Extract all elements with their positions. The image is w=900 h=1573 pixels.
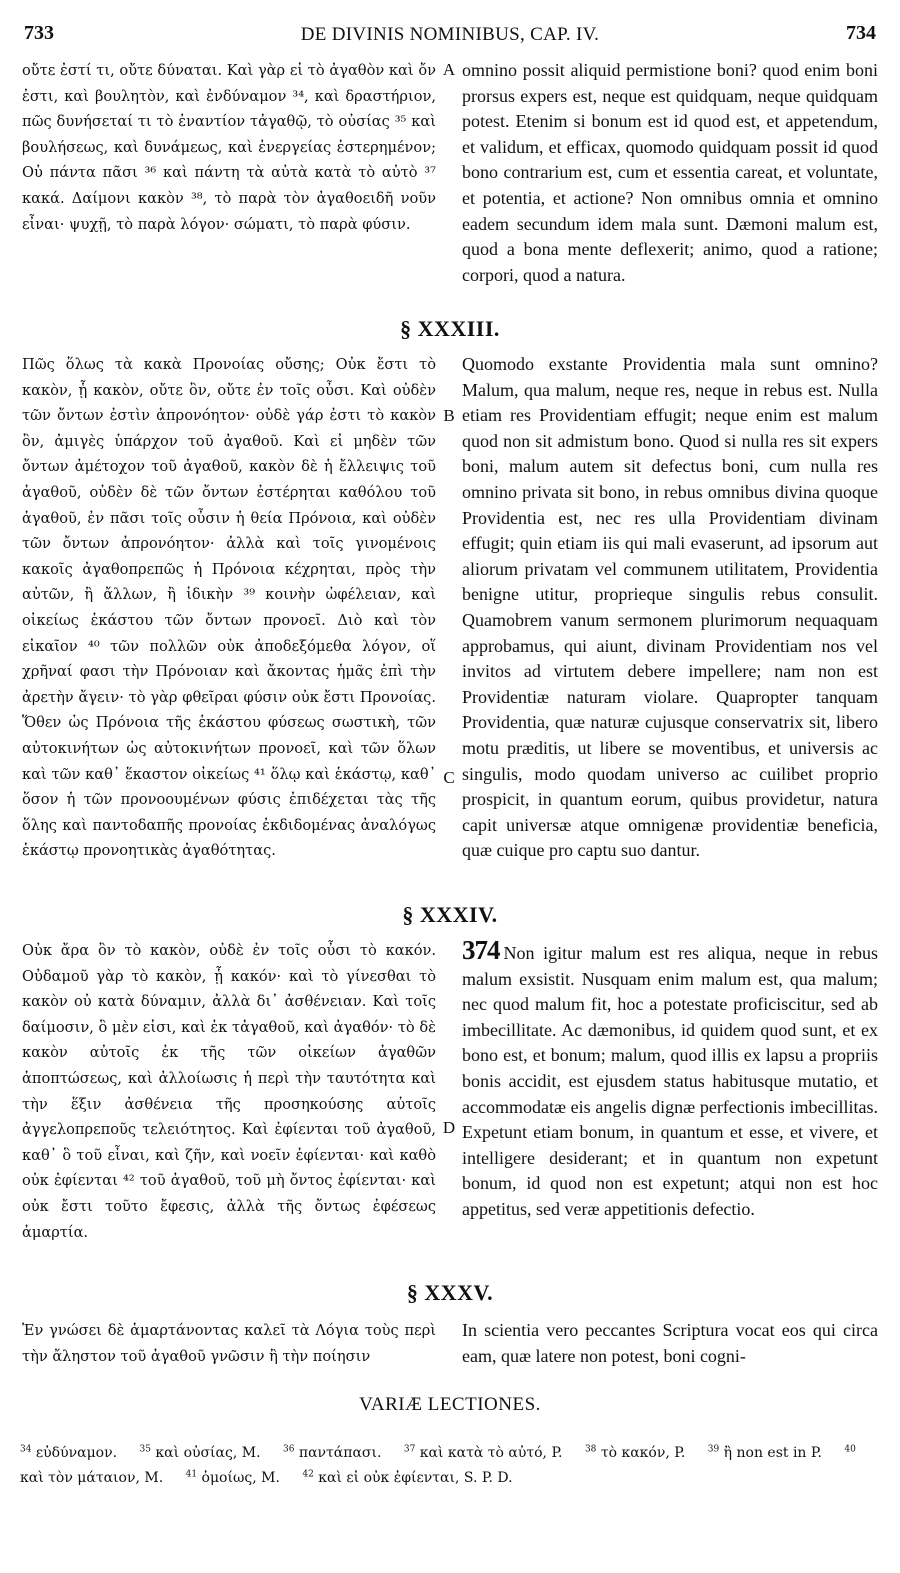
section-heading-xxxiii: § XXXIII. [400,316,500,341]
variant-note: $^{34}$ εὐδύναμον. [20,1444,118,1461]
page-header [20,22,880,52]
latin-text-section-xxxiv [462,935,878,1223]
variant-note: $^{39}$ ἢ non est in P. [707,1444,822,1461]
page-number-right: 734 [846,22,876,44]
variant-readings [20,1438,882,1489]
greek-text-section-xxxiii: Πῶς ὅλως τὰ κακὰ Προνοίας οὔσης; Οὐκ ἔστι τὸ κακὸν, ᾗ κακὸν, οὔτε ὂν, οὔτε ἐν τοῖς οὖσι. Καὶ οὐδὲν τῶν ὄντων ἐστὶν ἀπρονόητον· οὐδὲ γάρ ἐστι τὸ κακὸν ὂν, ἀμιγὲς ὑπάρχον τοῦ ἀγαθοῦ. Καὶ εἰ μηδὲν τῶν ὄντων ἀμέτοχον τοῦ ἀγαθοῦ, κακὸν δὲ ἡ ἔλλειψις τοῦ ἀγαθοῦ, οὐδὲν δὲ τῶν ὄντων ἐστέρηται καθόλου τοῦ ἀγαθοῦ, ἐν πᾶσι τοῖς οὖσιν ἡ θεία Πρόνοια, καὶ οὐδὲν τῶν ὄντων ἀπρονόητον· ἀλλὰ καὶ τοῖς γινομένοις κακοῖς ἀγαθοπρεπῶς ἡ Πρόνοια κέχρηται, πρὸς τὴν αὐτῶν, ἢ ἄλλων, ἢ ἰδικὴν ³⁹ κοινὴν ὠφέλειαν, καὶ οἰκείως ἑκάστου τῶν ὄντων προνοεῖ. Διὸ καὶ τὸν εἰκαῖον ⁴⁰ τῶν πολλῶν οὐκ ἀποδεξόμεθα λόγον, οἵ χρῆναί φασι τὴν Πρόνοιαν καὶ ἄκοντας ἡμᾶς ἐπὶ τὴν ἀρετὴν ἄγειν· τὸ γὰρ φθεῖραι φύσιν οὐκ ἔστι Προνοίας. Ὅθεν ὡς Πρόνοια τῆς ἑκάστου φύσεως σωστικὴ, τῶν αὐτοκινήτων ὡς αὐτοκινήτων προνοεῖ, καὶ τῶν ὅλων καὶ τῶν καθ᾽ ἕκαστον οἰκείως ⁴¹ ὅλῳ καὶ ἑκάστῳ, καθ᾽ ὅσον ἡ τῶν προνοουμένων φύσις ἐπιδέχεται τὰς τῆς ὅλης καὶ παντοδαπῆς προνοίας ἐκδιδομένας ἀναλόγως ἑκάστῳ προνοητικὰς ἀγαθότητας. [22,356,436,860]
section-heading-xxxv: § XXXV. [406,1280,494,1305]
latin-text-block-1: omnino possit aliquid permistione boni? quod enim boni prorsus expers est, neque est quidquam, neque quidquam potest. Etenim si bonum est id quod est, et appetendum, et validum, et efficax, quomodo quidquam possit id quod bono contrarium est, cum et essentia careat, et voluntate, et potentia, et actione? Non omnibus omnia et omnino eadem secundum idem mala sunt. Dæmoni malum est, quod a bona mente deflexerit; animo, quod a ratione; corpori, quod a natura. [462,60,878,285]
variant-note: $^{37}$ καὶ κατὰ τὸ αὐτό, P. [403,1444,563,1461]
greek-text-block-1: οὔτε ἐστί τι, οὔτε δύναται. Καὶ γὰρ εἰ τὸ ἀγαθὸν καὶ ὄν ἐστι, καὶ βουλητὸν, καὶ ἐνδύναμον ³⁴, καὶ δραστήριον, πῶς δυνήσεταί τι τὸ ἐναντίον τἀγαθῷ, τὸ οὐσίας ³⁵ καὶ βουλήσεως, καὶ δυνάμεως, καὶ ἐνεργείας ἐστερημένον; Οὐ πάντα πᾶσι ³⁶ καὶ πάντη τὰ αὐτὰ κατὰ τὸ αὐτὸ ³⁷ κακά. Δαίμονι κακὸν ³⁸, τὸ παρὰ τὸν ἀγαθοειδῆ νοῦν εἶναι· ψυχῇ, τὸ παρὰ λόγον· σώματι, τὸ παρὰ φύσιν. [22,62,436,233]
margin-letter-c: C [443,768,455,787]
latin-text-section-xxxv: In scientia vero peccantes Scriptura vocat eos qui circa eam, quæ latere non potest, boni cogni- [462,1320,878,1366]
margin-letter-a: A [442,60,456,79]
variae-lectiones-heading: VARIÆ LECTIONES. [359,1394,541,1415]
margin-letter-d: D [442,1118,456,1137]
latin-text-section-xxxiii: Quomodo exstante Providentia mala sunt omnino? Malum, qua malum, neque res, neque in rebus est. Nulla etiam res Providentiam effugit; neque enim est malum quod non sit admistum bono. Quod si nulla res sit expers boni, malum autem sit defectus boni, cum nulla res omnino privata sit bono, in rebus omnibus divina quoque Providentia est, nec res ulla Providentiam divinam effugit; quin etiam iis qui mali evaserunt, ad ipsorum aut aliorum privatam vel communem utilitatem, Providentia benigne utitur, proprieque singulis rebus consulit. Quamobrem vanum sermonem plurimorum nequaquam approbamus, qui aiunt, divinam Providentiam nos vel invitos ad virtutem debere impellere; nam non est Providentiæ naturam violare. Quapropter tanquam Providentia, quæ naturæ cujusque conservatrix sit, libero motu præditis, ut libere se moventibus, et universis ac singulis, modo quodam universo ac cuilibet proprio prospicit, in quantum eorum, quibus providetur, natura capit universæ atque omnigenæ providentiæ beneficia, quæ cuique pro captu suo dantur. [462,354,878,861]
page-number-left: 733 [24,22,54,44]
section-heading-xxxiv: § XXXIV. [402,902,498,927]
variant-note: $^{42}$ καὶ εἰ οὐκ ἐφίενται, S. P. D. [302,1469,513,1487]
greek-text-section-xxxiv: Οὐκ ἄρα ὂν τὸ κακὸν, οὐδὲ ἐν τοῖς οὖσι τὸ κακόν. Οὐδαμοῦ γὰρ τὸ κακὸν, ᾗ κακόν· καὶ τὸ γίνεσθαι τὸ κακὸν οὐ κατὰ δύναμιν, ἀλλὰ δι᾽ ἀσθένειαν. Καὶ τοῖς δαίμοσιν, ὃ μὲν εἰσι, καὶ ἐκ τἀγαθοῦ, καὶ ἀγαθόν· τὸ δὲ κακὸν αὐτοῖς ἐκ τῆς τῶν οἰκείων ἀγαθῶν ἀποπτώσεως, καὶ ἀλλοίωσις ἡ περὶ τὴν ταυτότητα καὶ τὴν ἕξιν ἀσθένεια τῆς προσηκούσης αὐτοῖς ἀγγελοπρεποῦς τελειότητος. Καὶ ἐφίενται τοῦ ἀγαθοῦ, καθ᾽ ὃ τοῦ εἶναι, καὶ ζῆν, καὶ νοεῖν ἐφίενται· καὶ καθὸ οὐκ ἐφίενται ⁴² τοῦ ἀγαθοῦ, τοῦ μὴ ὄντος ἐφίενται· καὶ οὐκ ἔστι τοῦτο ἔφεσις, ἀλλὰ τῆς ὄντως ἐφέσεως ἁμαρτία. [22,942,436,1241]
variant-note: $^{41}$ ὁμοίως, M. [185,1469,280,1487]
variant-note: $^{40}$ καὶ τὸν μάταιον, M. [20,1444,856,1487]
page-mark-374: 374 [462,935,500,965]
latin-text-section-xxxiv-body: Non igitur malum est res aliqua, neque in rebus malum exsistit. Nusquam enim malum est, qua malum; nec quod malum fit, hoc a potestate proficiscitur, sed ab imbecillitate. Ac dæmonibus, id quidem quod sunt, et ex bono est, et bonum; malum, quod illis ex lapsu a propriis bonis accidit, est ejusdem status habitusque mutatio, et accommodatæ eis angelis dignæ perfectionis imbecillitas. Expetunt etiam bonum, in quantum et esse, et vivere, et intelligere desiderant; et in quantum non expetunt bonum, id quod non est expetunt; atqui non est hoc appetitus, sed veræ appetitionis defectio. [462,943,878,1219]
variant-note: $^{36}$ παντάπασι. [282,1444,382,1461]
running-title: DE DIVINIS NOMINIBUS, CAP. IV. [300,24,600,45]
variant-note: $^{38}$ τὸ κακόν, P. [584,1444,686,1461]
margin-letter-b: B [443,406,455,425]
variant-note: $^{35}$ καὶ οὐσίας, M. [139,1444,261,1461]
greek-text-section-xxxv: Ἐν γνώσει δὲ ἁμαρτάνοντας καλεῖ τὰ Λόγια τοὺς περὶ τὴν ἄληστον τοῦ ἀγαθοῦ γνῶσιν ἢ τὴν ποίησιν [22,1322,436,1365]
